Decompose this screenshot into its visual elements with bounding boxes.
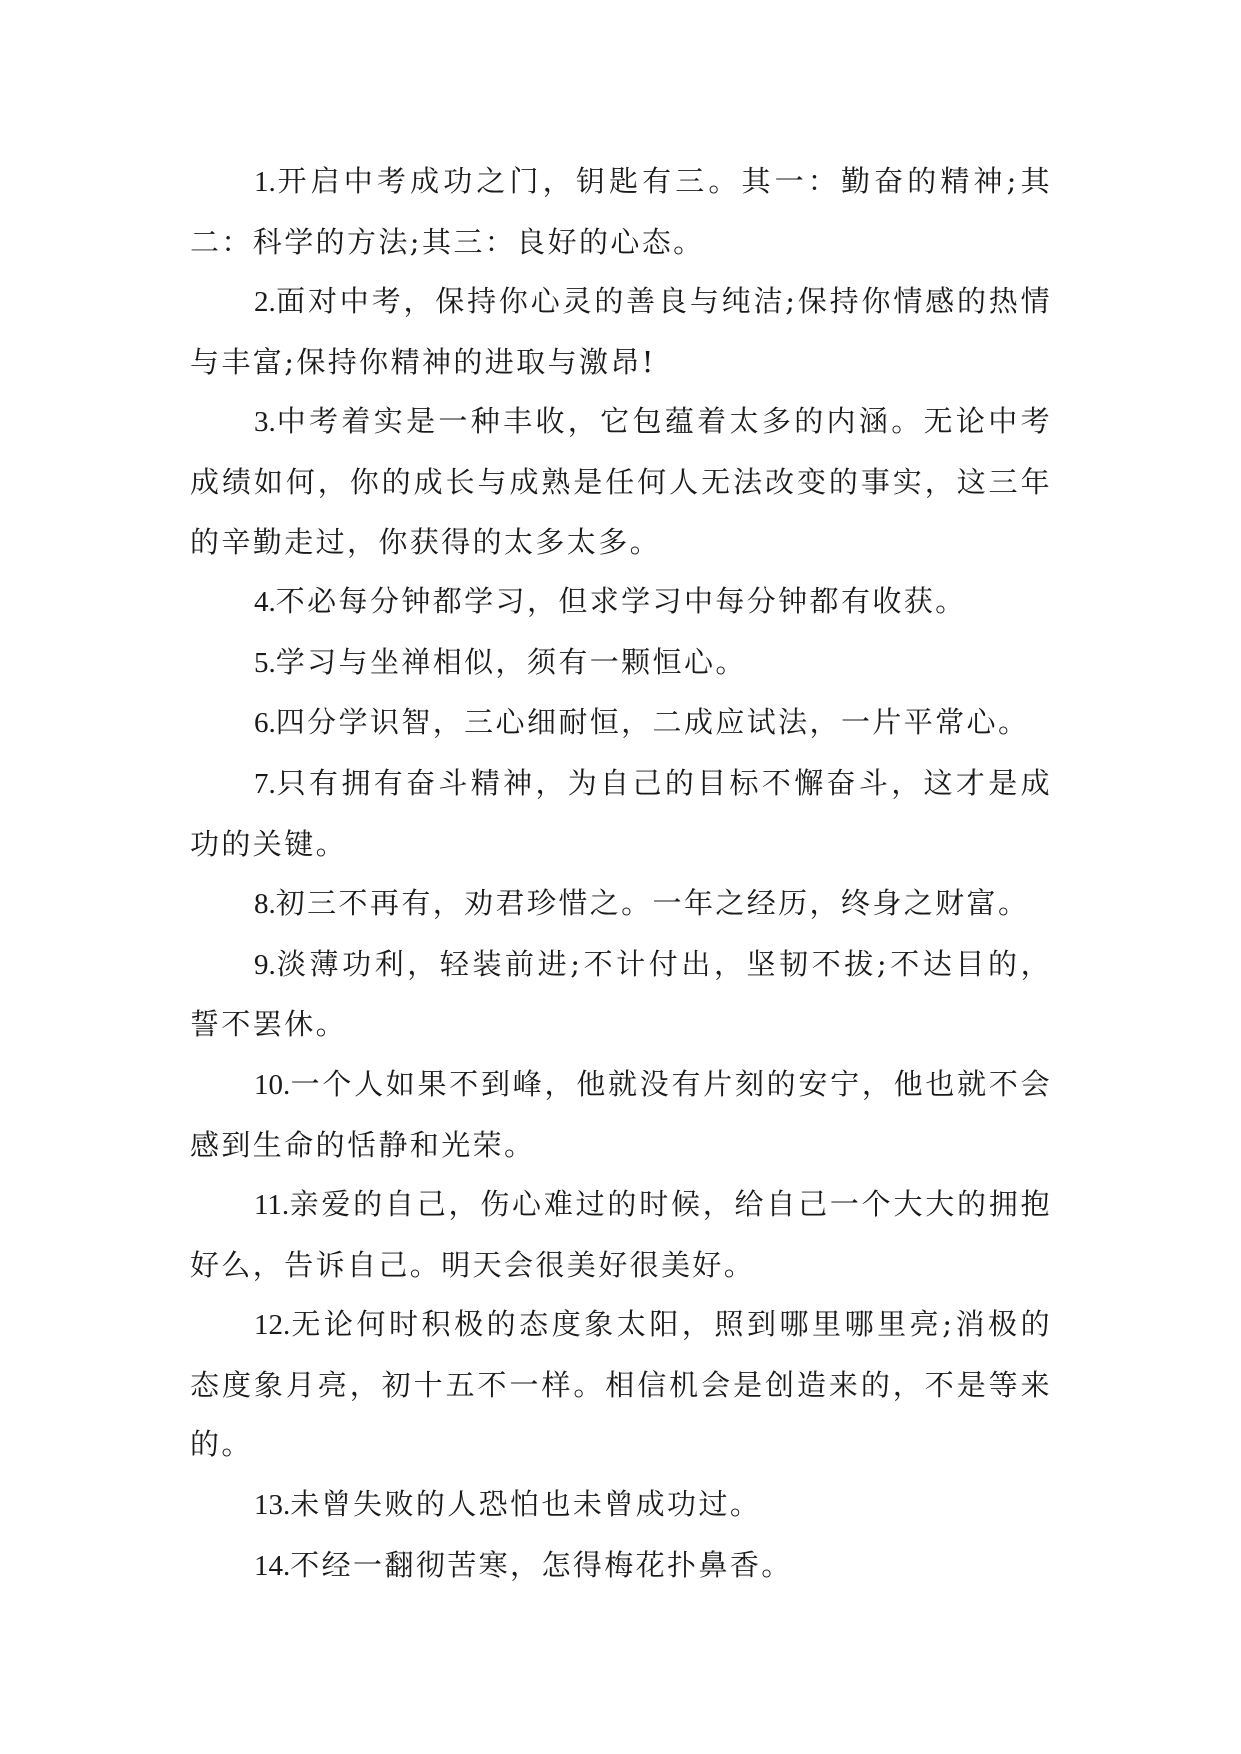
item-number: 12.: [254, 1309, 291, 1342]
item-text: 四分学识智，三心细耐恒，二成应试法，一片平常心。: [275, 705, 1030, 740]
document-page: [190, 152, 1052, 1596]
item-number: 10.: [254, 1068, 291, 1101]
item-number: 8.: [254, 888, 276, 921]
item-number: 11.: [254, 1189, 290, 1222]
list-item: [190, 935, 1052, 1055]
list-item: [190, 1295, 1052, 1475]
item-text: 不必每分钟都学习，但求学习中每分钟都有收获。: [275, 584, 967, 619]
item-number: 7.: [254, 767, 276, 800]
item-number: 14.: [254, 1549, 291, 1582]
list-item: [190, 152, 1052, 272]
list-item: [190, 272, 1052, 392]
item-text: 亲爱的自己，伤心难过的时候，给自己一个大大的拥抱好么，告诉自己。明天会很美好很美好。: [190, 1187, 1052, 1282]
item-text: 初三不再有，劝君珍惜之。一年之经历，终身之财富。: [275, 886, 1030, 921]
item-text: 学习与坐禅相似，须有一颗恒心。: [275, 644, 747, 679]
list-item: [190, 1175, 1052, 1295]
list-item: [190, 1536, 1052, 1597]
item-number: 13.: [254, 1489, 291, 1522]
item-text: 开启中考成功之门，钥匙有三。其一：勤奋的精神;其二：科学的方法;其三：良好的心态。: [190, 164, 1052, 259]
item-number: 5.: [254, 646, 276, 679]
item-number: 4.: [254, 586, 276, 619]
list-item: [190, 392, 1052, 572]
item-number: 2.: [254, 286, 276, 319]
list-item: [190, 693, 1052, 754]
item-number: 6.: [254, 707, 276, 740]
item-number: 1.: [254, 166, 276, 198]
list-item: [190, 1475, 1052, 1536]
list-item: [190, 754, 1052, 874]
item-text: 不经一翻彻苦寒，怎得梅花扑鼻香。: [290, 1547, 793, 1582]
item-text: 一个人如果不到峰，他就没有片刻的安宁，他也就不会感到生命的恬静和光荣。: [190, 1066, 1052, 1162]
item-number: 9.: [254, 948, 276, 981]
item-text: 未曾失败的人恐怕也未曾成功过。: [290, 1487, 762, 1522]
item-text: 淡薄功利，轻装前进;不计付出，坚韧不拔;不达目的，誓不罢休。: [190, 946, 1052, 1042]
item-text: 中考着实是一种丰收，它包蕴着太多的内涵。无论中考成绩如何，你的成长与成熟是任何人无法改变的事实，这三年的辛勤走过，你获得的太多太多。: [190, 404, 1052, 559]
list-item: [190, 874, 1052, 935]
item-number: 3.: [254, 406, 276, 439]
item-text: 无论何时积极的态度象太阳，照到哪里哪里亮;消极的态度象月亮，初十五不一样。相信机会是创造来的，不是等来的。: [190, 1307, 1052, 1462]
list-item: [190, 1055, 1052, 1175]
item-text: 只有拥有奋斗精神，为自己的目标不懈奋斗，这才是成功的关键。: [190, 765, 1052, 861]
item-text: 面对中考，保持你心灵的善良与纯洁;保持你情感的热情与丰富;保持你精神的进取与激昂!: [190, 284, 1052, 379]
list-item: [190, 572, 1052, 633]
list-item: [190, 633, 1052, 694]
